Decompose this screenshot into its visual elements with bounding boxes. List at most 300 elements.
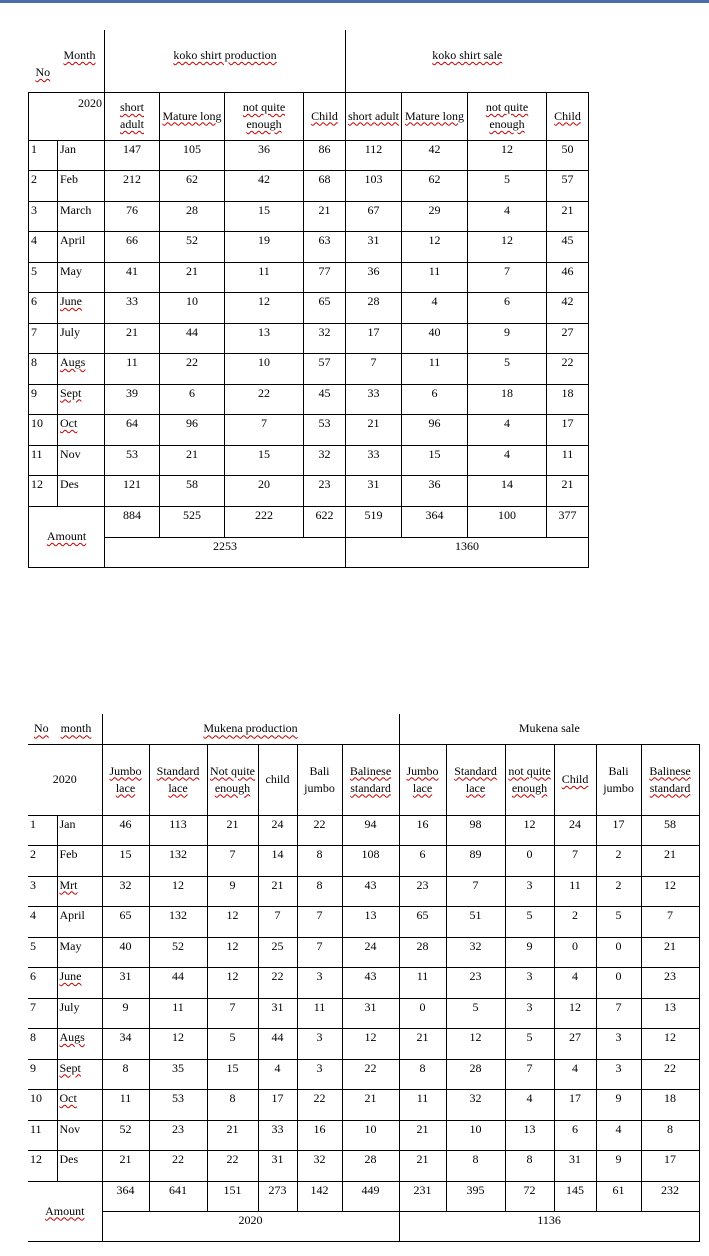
koko-row-no: 4 bbox=[29, 232, 58, 263]
koko-production-cell: 21 bbox=[160, 262, 225, 293]
koko-row-sept bbox=[29, 384, 589, 415]
koko-production-cell: 53 bbox=[105, 445, 160, 476]
koko-production-cell: 32 bbox=[304, 323, 346, 354]
mukena-sale-cell: 7 bbox=[641, 907, 699, 938]
koko-row-may bbox=[29, 262, 589, 293]
mukena-sale-cell: 7 bbox=[554, 846, 596, 877]
mukena-production-cell: 7 bbox=[297, 907, 342, 938]
koko-row-month: Oct bbox=[58, 415, 105, 446]
koko-shirt-table bbox=[28, 30, 589, 568]
mukena-sale-cell: 10 bbox=[446, 1120, 505, 1151]
koko-production-cell: 21 bbox=[304, 201, 346, 232]
mukena-sale-cell: 6 bbox=[554, 1120, 596, 1151]
mukena-row-may bbox=[28, 937, 699, 968]
mukena-sale-cell: 16 bbox=[399, 815, 446, 846]
mukena-sale-cell: 58 bbox=[641, 815, 699, 846]
koko-production-cell: 28 bbox=[160, 201, 225, 232]
koko-amount-prod-2: 222 bbox=[225, 506, 304, 537]
mukena-sale-cell: 8 bbox=[505, 1151, 554, 1182]
koko-sale-col-1: Mature long bbox=[402, 92, 468, 140]
mukena-sale-cell: 23 bbox=[641, 968, 699, 999]
koko-sale-cell: 21 bbox=[547, 201, 589, 232]
mukena-amount-sale-5: 232 bbox=[641, 1181, 699, 1211]
koko-sale-cell: 4 bbox=[402, 293, 468, 324]
mukena-sale-cell: 23 bbox=[399, 876, 446, 907]
mukena-production-cell: 113 bbox=[149, 815, 207, 846]
mukena-production-cell: 24 bbox=[258, 815, 297, 846]
mukena-production-cell: 14 bbox=[258, 846, 297, 877]
mukena-sale-cell: 31 bbox=[554, 1151, 596, 1182]
mukena-amount-prod-1: 641 bbox=[149, 1181, 207, 1211]
mukena-row-no: 3 bbox=[28, 876, 57, 907]
mukena-production-cell: 12 bbox=[342, 1029, 399, 1060]
mukena-production-cell: 22 bbox=[297, 1090, 342, 1121]
mukena-sale-cell: 0 bbox=[505, 846, 554, 877]
koko-amount-sale-1: 364 bbox=[402, 506, 468, 537]
koko-no-month-header bbox=[29, 30, 105, 92]
koko-row-month: Des bbox=[58, 476, 105, 507]
koko-total-row bbox=[29, 537, 589, 567]
mukena-sale-cell: 0 bbox=[596, 937, 641, 968]
koko-production-cell: 96 bbox=[160, 415, 225, 446]
mukena-sale-cell: 28 bbox=[399, 937, 446, 968]
mukena-month-label: month bbox=[60, 721, 92, 736]
mukena-row-no: 6 bbox=[28, 968, 57, 999]
mukena-row-no: 12 bbox=[28, 1151, 57, 1182]
mukena-production-cell: 21 bbox=[207, 815, 258, 846]
koko-amount-label-cell bbox=[29, 506, 105, 567]
mukena-row-nov bbox=[28, 1120, 699, 1151]
mukena-row-month: Feb bbox=[57, 846, 102, 877]
mukena-row-month: Oct bbox=[57, 1090, 102, 1121]
mukena-sale-col-5: Balinese standard bbox=[641, 744, 699, 815]
mukena-sale-col-4: Bali jumbo bbox=[596, 744, 641, 815]
mukena-sale-col-2: not quite enough bbox=[505, 744, 554, 815]
mukena-sale-cell: 4 bbox=[596, 1120, 641, 1151]
mukena-production-cell: 32 bbox=[297, 1151, 342, 1182]
koko-production-cell: 6 bbox=[160, 384, 225, 415]
koko-amount-sale-3: 377 bbox=[547, 506, 589, 537]
mukena-production-cell: 4 bbox=[258, 1059, 297, 1090]
koko-row-month: June bbox=[58, 293, 105, 324]
mukena-production-cell: 22 bbox=[297, 815, 342, 846]
mukena-no-month-header bbox=[28, 714, 102, 744]
mukena-prod-col-2: Not quite enough bbox=[207, 744, 258, 815]
koko-production-cell: 33 bbox=[105, 293, 160, 324]
koko-production-cell: 36 bbox=[225, 140, 304, 171]
mukena-sale-cell: 3 bbox=[596, 1059, 641, 1090]
koko-row-month: Nov bbox=[58, 445, 105, 476]
mukena-sale-cell: 98 bbox=[446, 815, 505, 846]
mukena-sale-cell: 6 bbox=[399, 846, 446, 877]
koko-production-cell: 53 bbox=[304, 415, 346, 446]
mukena-sale-title: Mukena sale bbox=[518, 721, 580, 736]
koko-row-feb bbox=[29, 171, 589, 202]
mukena-sale-cell: 11 bbox=[554, 876, 596, 907]
mukena-sale-cell: 17 bbox=[554, 1090, 596, 1121]
mukena-total-sale: 1136 bbox=[399, 1211, 699, 1241]
mukena-sale-cell: 3 bbox=[596, 1029, 641, 1060]
koko-production-cell: 68 bbox=[304, 171, 346, 202]
koko-production-cell: 64 bbox=[105, 415, 160, 446]
koko-row-june bbox=[29, 293, 589, 324]
mukena-row-feb bbox=[28, 846, 699, 877]
koko-sale-cell: 6 bbox=[402, 384, 468, 415]
mukena-total-row bbox=[28, 1211, 699, 1241]
koko-production-cell: 10 bbox=[225, 354, 304, 385]
mukena-sale-cell: 32 bbox=[446, 937, 505, 968]
mukena-production-cell: 132 bbox=[149, 846, 207, 877]
koko-sale-cell: 4 bbox=[468, 415, 547, 446]
mukena-production-cell: 35 bbox=[149, 1059, 207, 1090]
mukena-sale-cell: 7 bbox=[505, 1059, 554, 1090]
koko-sale-col-2: not quite enough bbox=[468, 92, 547, 140]
mukena-sale-cell: 9 bbox=[505, 937, 554, 968]
mukena-row-month: Nov bbox=[57, 1120, 102, 1151]
koko-production-cell: 42 bbox=[225, 171, 304, 202]
koko-row-month: Feb bbox=[58, 171, 105, 202]
mukena-sale-cell: 65 bbox=[399, 907, 446, 938]
mukena-production-cell: 31 bbox=[258, 998, 297, 1029]
mukena-sale-cell: 17 bbox=[596, 815, 641, 846]
koko-production-cell: 7 bbox=[225, 415, 304, 446]
mukena-production-cell: 43 bbox=[342, 968, 399, 999]
mukena-production-cell: 7 bbox=[297, 937, 342, 968]
koko-sale-cell: 4 bbox=[468, 201, 547, 232]
mukena-row-mrt bbox=[28, 876, 699, 907]
mukena-row-month: Jan bbox=[57, 815, 102, 846]
koko-prod-col-1: Mature long bbox=[160, 92, 225, 140]
koko-sale-cell: 50 bbox=[547, 140, 589, 171]
koko-amount-row bbox=[29, 506, 589, 537]
mukena-production-cell: 65 bbox=[102, 907, 149, 938]
koko-production-cell: 76 bbox=[105, 201, 160, 232]
mukena-production-cell: 22 bbox=[342, 1059, 399, 1090]
mukena-row-month: Augs bbox=[57, 1029, 102, 1060]
mukena-sale-cell: 11 bbox=[399, 968, 446, 999]
mukena-production-cell: 9 bbox=[207, 876, 258, 907]
mukena-sale-cell: 21 bbox=[399, 1029, 446, 1060]
mukena-row-no: 9 bbox=[28, 1059, 57, 1090]
mukena-sale-cell: 3 bbox=[505, 876, 554, 907]
mukena-row-no: 7 bbox=[28, 998, 57, 1029]
mukena-row-sept bbox=[28, 1059, 699, 1090]
mukena-sale-cell: 18 bbox=[641, 1090, 699, 1121]
koko-sale-cell: 62 bbox=[402, 171, 468, 202]
mukena-sale-cell: 12 bbox=[505, 815, 554, 846]
koko-production-cell: 121 bbox=[105, 476, 160, 507]
mukena-row-month: May bbox=[57, 937, 102, 968]
mukena-sale-cell: 17 bbox=[641, 1151, 699, 1182]
koko-sale-cell: 103 bbox=[346, 171, 402, 202]
koko-production-cell: 45 bbox=[304, 384, 346, 415]
koko-sale-cell: 18 bbox=[468, 384, 547, 415]
koko-sale-cell: 21 bbox=[547, 476, 589, 507]
koko-row-month: April bbox=[58, 232, 105, 263]
koko-sale-cell: 27 bbox=[547, 323, 589, 354]
mukena-production-cell: 132 bbox=[149, 907, 207, 938]
koko-row-no: 9 bbox=[29, 384, 58, 415]
koko-production-cell: 32 bbox=[304, 445, 346, 476]
mukena-amount-sale-2: 72 bbox=[505, 1181, 554, 1211]
mukena-amount-sale-4: 61 bbox=[596, 1181, 641, 1211]
mukena-production-cell: 21 bbox=[258, 876, 297, 907]
mukena-amount-sale-0: 231 bbox=[399, 1181, 446, 1211]
mukena-prod-col-3: child bbox=[258, 744, 297, 815]
mukena-production-cell: 53 bbox=[149, 1090, 207, 1121]
koko-year: 2020 bbox=[29, 92, 105, 140]
mukena-production-cell: 31 bbox=[102, 968, 149, 999]
mukena-row-month: Mrt bbox=[57, 876, 102, 907]
mukena-column-header-row bbox=[28, 744, 699, 815]
koko-row-month: May bbox=[58, 262, 105, 293]
koko-production-cell: 44 bbox=[160, 323, 225, 354]
mukena-production-cell: 44 bbox=[149, 968, 207, 999]
koko-production-cell: 147 bbox=[105, 140, 160, 171]
mukena-production-cell: 23 bbox=[149, 1120, 207, 1151]
mukena-production-cell: 5 bbox=[207, 1029, 258, 1060]
mukena-sale-cell: 4 bbox=[505, 1090, 554, 1121]
koko-column-header-row bbox=[29, 92, 589, 140]
koko-production-cell: 21 bbox=[160, 445, 225, 476]
mukena-production-cell: 34 bbox=[102, 1029, 149, 1060]
mukena-sale-cell: 0 bbox=[554, 937, 596, 968]
koko-sale-cell: 4 bbox=[468, 445, 547, 476]
koko-sale-cell: 57 bbox=[547, 171, 589, 202]
mukena-production-cell: 32 bbox=[102, 876, 149, 907]
mukena-row-month: July bbox=[57, 998, 102, 1029]
koko-sale-cell: 42 bbox=[547, 293, 589, 324]
koko-row-no: 1 bbox=[29, 140, 58, 171]
koko-production-cell: 22 bbox=[225, 384, 304, 415]
koko-production-cell: 12 bbox=[225, 293, 304, 324]
mukena-row-april bbox=[28, 907, 699, 938]
koko-production-cell: 39 bbox=[105, 384, 160, 415]
koko-row-july bbox=[29, 323, 589, 354]
mukena-production-cell: 10 bbox=[342, 1120, 399, 1151]
koko-sale-col-0: short adult bbox=[346, 92, 402, 140]
mukena-row-no: 11 bbox=[28, 1120, 57, 1151]
mukena-sale-cell: 8 bbox=[641, 1120, 699, 1151]
mukena-production-cell: 7 bbox=[258, 907, 297, 938]
mukena-production-cell: 12 bbox=[207, 937, 258, 968]
koko-row-no: 11 bbox=[29, 445, 58, 476]
mukena-table bbox=[28, 714, 700, 1242]
mukena-production-cell: 52 bbox=[149, 937, 207, 968]
koko-sale-cell: 18 bbox=[547, 384, 589, 415]
koko-production-cell: 62 bbox=[160, 171, 225, 202]
mukena-row-des bbox=[28, 1151, 699, 1182]
mukena-amount-label-cell bbox=[28, 1181, 102, 1241]
koko-row-no: 3 bbox=[29, 201, 58, 232]
koko-row-month: July bbox=[58, 323, 105, 354]
mukena-production-cell: 46 bbox=[102, 815, 149, 846]
mukena-production-cell: 8 bbox=[297, 846, 342, 877]
koko-row-april bbox=[29, 232, 589, 263]
mukena-row-no: 2 bbox=[28, 846, 57, 877]
koko-production-cell: 41 bbox=[105, 262, 160, 293]
mukena-production-cell: 22 bbox=[207, 1151, 258, 1182]
mukena-production-cell: 22 bbox=[258, 968, 297, 999]
mukena-sale-cell: 4 bbox=[554, 1059, 596, 1090]
koko-production-cell: 15 bbox=[225, 201, 304, 232]
mukena-row-june bbox=[28, 968, 699, 999]
mukena-production-cell: 28 bbox=[342, 1151, 399, 1182]
mukena-production-cell: 9 bbox=[102, 998, 149, 1029]
koko-sale-cell: 11 bbox=[402, 262, 468, 293]
koko-sale-title-cell bbox=[346, 30, 589, 92]
mukena-production-cell: 43 bbox=[342, 876, 399, 907]
mukena-production-cell: 11 bbox=[102, 1090, 149, 1121]
koko-production-cell: 52 bbox=[160, 232, 225, 263]
mukena-data-rows bbox=[28, 815, 699, 1181]
koko-amount-label: Amount bbox=[46, 529, 87, 543]
koko-sale-title: koko shirt sale bbox=[432, 48, 503, 62]
mukena-production-cell: 8 bbox=[297, 876, 342, 907]
koko-row-march bbox=[29, 201, 589, 232]
koko-amount-prod-3: 622 bbox=[304, 506, 346, 537]
mukena-sale-cell: 13 bbox=[505, 1120, 554, 1151]
mukena-production-cell: 3 bbox=[297, 968, 342, 999]
mukena-prod-col-1: Standard lace bbox=[149, 744, 207, 815]
mukena-production-cell: 94 bbox=[342, 815, 399, 846]
mukena-prod-col-4: Bali jumbo bbox=[297, 744, 342, 815]
mukena-sale-cell: 5 bbox=[596, 907, 641, 938]
mukena-production-cell: 16 bbox=[297, 1120, 342, 1151]
koko-sale-cell: 12 bbox=[402, 232, 468, 263]
mukena-sale-cell: 5 bbox=[505, 907, 554, 938]
mukena-production-title-cell bbox=[102, 714, 399, 744]
mukena-sale-cell: 0 bbox=[399, 998, 446, 1029]
mukena-production-cell: 44 bbox=[258, 1029, 297, 1060]
koko-sale-cell: 12 bbox=[468, 232, 547, 263]
mukena-sale-cell: 3 bbox=[505, 968, 554, 999]
koko-production-cell: 11 bbox=[225, 262, 304, 293]
mukena-sale-cell: 7 bbox=[596, 998, 641, 1029]
koko-sale-cell: 96 bbox=[402, 415, 468, 446]
mukena-production-cell: 21 bbox=[207, 1120, 258, 1151]
mukena-sale-cell: 12 bbox=[446, 1029, 505, 1060]
mukena-row-month: Sept bbox=[57, 1059, 102, 1090]
mukena-sale-cell: 28 bbox=[446, 1059, 505, 1090]
koko-row-no: 7 bbox=[29, 323, 58, 354]
koko-production-cell: 10 bbox=[160, 293, 225, 324]
koko-production-cell: 19 bbox=[225, 232, 304, 263]
mukena-production-cell: 31 bbox=[342, 998, 399, 1029]
koko-sale-cell: 14 bbox=[468, 476, 547, 507]
mukena-sale-cell: 9 bbox=[596, 1151, 641, 1182]
mukena-sale-cell: 23 bbox=[446, 968, 505, 999]
koko-row-no: 2 bbox=[29, 171, 58, 202]
mukena-sale-cell: 9 bbox=[596, 1090, 641, 1121]
mukena-row-jan bbox=[28, 815, 699, 846]
mukena-production-cell: 52 bbox=[102, 1120, 149, 1151]
mukena-production-cell: 11 bbox=[149, 998, 207, 1029]
koko-production-cell: 65 bbox=[304, 293, 346, 324]
koko-production-cell: 63 bbox=[304, 232, 346, 263]
mukena-sale-cell: 32 bbox=[446, 1090, 505, 1121]
mukena-production-cell: 21 bbox=[342, 1090, 399, 1121]
koko-sale-cell: 36 bbox=[346, 262, 402, 293]
koko-sale-cell: 11 bbox=[547, 445, 589, 476]
mukena-production-cell: 8 bbox=[102, 1059, 149, 1090]
mukena-sale-cell: 2 bbox=[554, 907, 596, 938]
koko-sale-cell: 11 bbox=[402, 354, 468, 385]
koko-sale-cell: 7 bbox=[468, 262, 547, 293]
mukena-sale-cell: 8 bbox=[399, 1059, 446, 1090]
koko-production-cell: 21 bbox=[105, 323, 160, 354]
mukena-production-title: Mukena production bbox=[203, 721, 298, 736]
mukena-sale-cell: 0 bbox=[596, 968, 641, 999]
koko-amount-prod-1: 525 bbox=[160, 506, 225, 537]
koko-month-label: Month bbox=[63, 48, 96, 62]
mukena-row-augs bbox=[28, 1029, 699, 1060]
mukena-amount-sale-1: 395 bbox=[446, 1181, 505, 1211]
mukena-total-production: 2020 bbox=[102, 1211, 399, 1241]
koko-prod-col-3: Child bbox=[304, 92, 346, 140]
mukena-row-no: 10 bbox=[28, 1090, 57, 1121]
mukena-prod-col-5: Balinese standard bbox=[342, 744, 399, 815]
koko-amount-sale-0: 519 bbox=[346, 506, 402, 537]
koko-production-cell: 57 bbox=[304, 354, 346, 385]
koko-row-nov bbox=[29, 445, 589, 476]
koko-prod-col-0: short adult bbox=[105, 92, 160, 140]
mukena-amount-prod-3: 273 bbox=[258, 1181, 297, 1211]
mukena-production-cell: 3 bbox=[297, 1059, 342, 1090]
mukena-sale-cell: 4 bbox=[554, 968, 596, 999]
koko-sale-cell: 40 bbox=[402, 323, 468, 354]
koko-sale-cell: 46 bbox=[547, 262, 589, 293]
koko-sale-cell: 12 bbox=[468, 140, 547, 171]
koko-sale-cell: 15 bbox=[402, 445, 468, 476]
koko-sale-cell: 31 bbox=[346, 476, 402, 507]
koko-total-production: 2253 bbox=[105, 537, 346, 567]
mukena-row-no: 8 bbox=[28, 1029, 57, 1060]
koko-production-title: koko shirt production bbox=[173, 48, 277, 62]
mukena-sale-cell: 7 bbox=[446, 876, 505, 907]
mukena-row-month: Des bbox=[57, 1151, 102, 1182]
mukena-prod-col-0: Jumbo lace bbox=[102, 744, 149, 815]
mukena-sale-col-0: Jumbo lace bbox=[399, 744, 446, 815]
mukena-sale-cell: 8 bbox=[446, 1151, 505, 1182]
mukena-production-cell: 24 bbox=[342, 937, 399, 968]
koko-sale-cell: 67 bbox=[346, 201, 402, 232]
koko-row-des bbox=[29, 476, 589, 507]
mukena-sale-cell: 12 bbox=[641, 1029, 699, 1060]
koko-row-oct bbox=[29, 415, 589, 446]
mukena-no-label: No bbox=[34, 721, 49, 736]
koko-sale-cell: 9 bbox=[468, 323, 547, 354]
koko-production-cell: 58 bbox=[160, 476, 225, 507]
koko-production-cell: 20 bbox=[225, 476, 304, 507]
mukena-sale-cell: 21 bbox=[641, 937, 699, 968]
mukena-sale-cell: 2 bbox=[596, 846, 641, 877]
koko-sale-cell: 33 bbox=[346, 384, 402, 415]
mukena-production-cell: 25 bbox=[258, 937, 297, 968]
koko-row-month: March bbox=[58, 201, 105, 232]
mukena-production-cell: 12 bbox=[207, 968, 258, 999]
mukena-production-cell: 21 bbox=[102, 1151, 149, 1182]
mukena-sale-cell: 12 bbox=[641, 876, 699, 907]
koko-sale-cell: 17 bbox=[346, 323, 402, 354]
mukena-sale-cell: 5 bbox=[446, 998, 505, 1029]
koko-production-cell: 77 bbox=[304, 262, 346, 293]
koko-production-cell: 15 bbox=[225, 445, 304, 476]
koko-sale-cell: 6 bbox=[468, 293, 547, 324]
mukena-production-cell: 7 bbox=[207, 998, 258, 1029]
koko-sale-col-3: Child bbox=[547, 92, 589, 140]
mukena-amount-prod-2: 151 bbox=[207, 1181, 258, 1211]
